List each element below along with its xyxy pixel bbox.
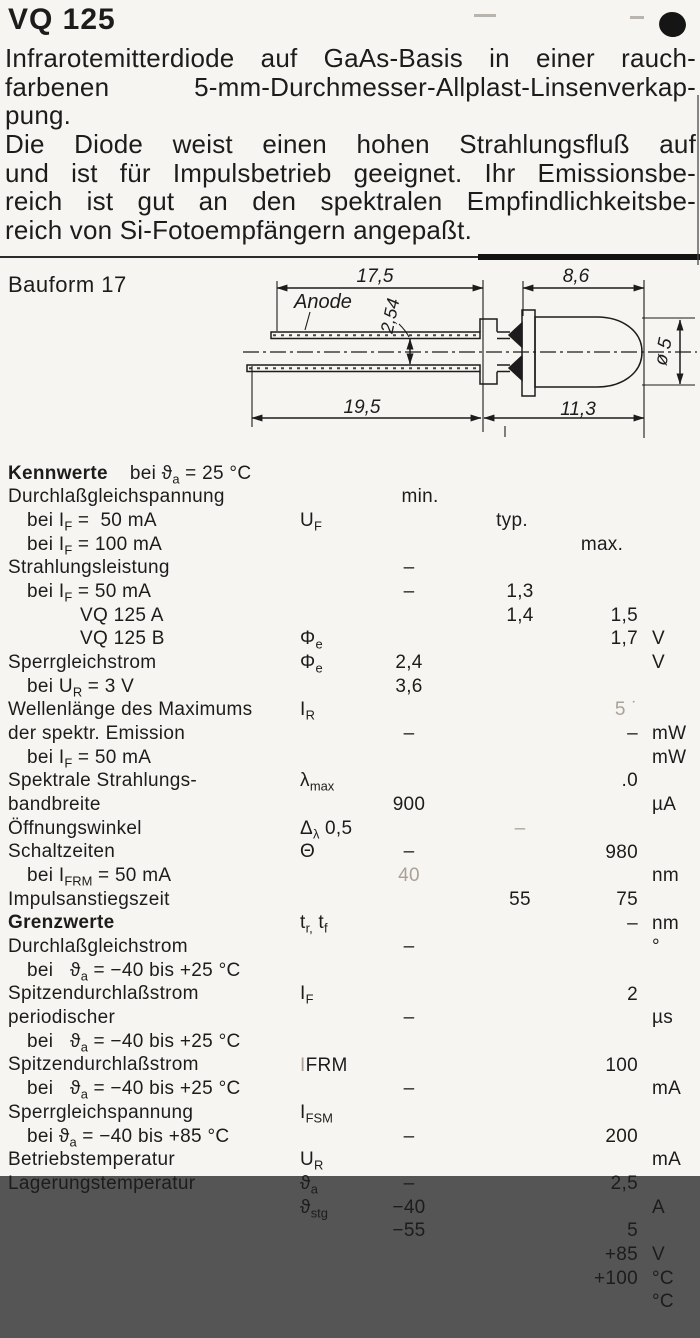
parameter-label: bei $ϑ_a = -40$ bis +25 °C [27, 959, 241, 984]
min-value: – [403, 723, 415, 745]
max-value: .0 [621, 770, 638, 792]
min-value: 40 [398, 865, 420, 887]
symbol: $\Phi_e$ [300, 628, 323, 652]
min-value: 3,6 [395, 675, 423, 697]
unit: µA [652, 794, 677, 816]
max-value: 75 [616, 888, 638, 910]
unit: nm [652, 912, 679, 934]
column-header-max: max. [580, 533, 624, 555]
unit: V [652, 1243, 665, 1265]
unit: ° [652, 936, 660, 958]
parameter-label: Wellenlänge des Maximums [8, 699, 253, 721]
section-divider [0, 256, 700, 258]
symbol: $ϑ_a$ [300, 1172, 318, 1197]
test-condition: bei $ϑ_a = 25$ °C [129, 462, 252, 486]
typ-value: 1,4 [506, 604, 534, 626]
unit: V [652, 652, 665, 674]
scan-smudge [474, 14, 496, 17]
min-value: – [403, 1172, 415, 1194]
package-outline-drawing [0, 260, 700, 440]
max-value: +85 [604, 1243, 638, 1265]
parameter-label: Durchlaßgleichstrom [8, 936, 188, 958]
min-value: – [403, 581, 415, 603]
max-value: 1,5 [610, 604, 638, 626]
parameter-label: Sperrgleichspannung [8, 1101, 194, 1123]
parameter-label: Grenzwerte [8, 912, 115, 934]
dim-8-6-label: 8,6 [562, 266, 590, 287]
unit: mA [652, 1149, 682, 1171]
unit: nm [652, 865, 679, 887]
description-line: Die Diode weist einen hohen Strahlungsfluß auf [5, 129, 696, 159]
kennwerte-heading: Kennwerte bei $ϑ_a = 25$ °C [8, 462, 252, 486]
description-line: reich ist gut an den spektralen Empfindlichkeitsbe- [5, 186, 696, 217]
table-row [0, 533, 700, 579]
min-value: −40 [392, 1196, 426, 1218]
parameter-label: Betriebstemperatur [8, 1149, 175, 1171]
symbol: Θ [300, 841, 316, 863]
parameter-label: bei $ϑ_a = -40$ bis +25 °C [27, 1078, 241, 1102]
dim-11-3-label: 11,3 [560, 399, 596, 420]
min-value: 2,4 [395, 652, 423, 674]
min-value: – [403, 557, 415, 579]
max-value: 2,5 [610, 1172, 638, 1194]
scan-smudge [630, 16, 644, 19]
min-value: – [403, 841, 415, 863]
column-header-min: min. [401, 486, 439, 508]
parameter-label: VQ 125 B [80, 628, 165, 650]
description-line: und ist für Impulsbetrieb geeignet. Ihr Emissionsbe- [5, 157, 696, 188]
unit: mA [652, 1078, 682, 1100]
description-paragraph-1 [5, 44, 696, 130]
parameter-label: bandbreite [8, 794, 101, 816]
unit: V [652, 628, 665, 650]
max-value: – [627, 723, 638, 745]
page-title: VQ 125 [8, 3, 116, 36]
max-value: 980 [605, 841, 638, 863]
parameter-label: Spitzendurchlaßstrom [8, 1054, 199, 1076]
bauform-label: Bauform 17 [8, 272, 127, 297]
description-line: Infrarotemitterdiode auf GaAs-Basis in einer rauch- [5, 43, 696, 73]
min-value: – [403, 1007, 415, 1029]
max-value: +100 [594, 1267, 638, 1289]
max-value: 5 ˙ [614, 699, 638, 721]
description-line: reich von Si-Fotoempfängern angepaßt. [5, 214, 472, 245]
parameter-label: Durchlaßgleichspannung [8, 486, 225, 508]
description-line: pung. [5, 100, 72, 131]
parameter-label: periodischer [8, 1007, 116, 1029]
dim-2-54-label: 2,54 [376, 296, 404, 335]
dim-dia-5-label: ø 5 [650, 336, 677, 368]
parameter-label: Schaltzeiten [8, 841, 116, 863]
parameter-label: Öffnungswinkel [8, 817, 142, 839]
unit: µs [652, 1007, 674, 1029]
symbol: IFRM [300, 1054, 348, 1076]
symbol: $U_R$ [300, 1149, 324, 1173]
description-paragraph-2 [5, 130, 696, 244]
unit: mW [652, 746, 687, 768]
symbol: $t_{r,}$ $t_f$ [300, 912, 328, 936]
parameter-label: Spektrale Strahlungs- [8, 770, 198, 792]
description-line: farbenen 5-mm-Durchmesser-Allplast-Linsenverkap- [5, 71, 696, 102]
scan-edge-artifact [697, 95, 699, 265]
table-row [0, 911, 700, 958]
min-value: −55 [392, 1220, 426, 1242]
parameter-label: Lagerungstemperatur [8, 1172, 196, 1194]
column-header-typ: typ. [496, 510, 528, 532]
punch-hole-icon [657, 9, 689, 39]
parameter-label: Impulsanstiegszeit [8, 888, 170, 910]
max-value: 2 [627, 983, 638, 1005]
unit: A [652, 1196, 665, 1218]
dim-19-5-label: 19,5 [343, 397, 381, 418]
symbol: $I_F$ [300, 983, 314, 1007]
parameter-label: bei $I_{FRM} = 50$ mA [27, 865, 172, 889]
max-value: 100 [605, 1054, 638, 1076]
parameter-label: bei $I_F = 50$ mA [27, 746, 152, 770]
symbol: $I_{FSM}$ [300, 1101, 333, 1126]
min-value: – [403, 1078, 415, 1100]
parameter-label: der spektr. Emission [8, 723, 186, 745]
symbol: $\Phi_e$ [300, 652, 323, 676]
parameter-label: bei $I_F = 50$ mA [27, 510, 157, 534]
characteristics-table [0, 438, 700, 1313]
parameter-label: Strahlungsleistung [8, 557, 170, 579]
max-value: – [627, 912, 638, 934]
parameter-label: bei $ϑ_a = -40$ bis +85 °C [27, 1125, 230, 1149]
max-value: 1,7 [610, 628, 638, 650]
parameter-label: Sperrgleichstrom [8, 652, 157, 674]
min-value: – [403, 1125, 415, 1147]
min-value: 900 [392, 794, 426, 816]
anode-label: Anode [294, 291, 352, 313]
typ-value: 55 [509, 888, 531, 910]
symbol: $\lambda_{max}$ [300, 770, 335, 794]
parameter-label: Spitzendurchlaßstrom [8, 983, 199, 1005]
parameter-label: bei $I_F = 100$ mA [27, 533, 163, 557]
unit: mW [652, 723, 687, 745]
min-value: – [403, 936, 415, 958]
unit: °C [652, 1291, 674, 1313]
max-value: 5 [627, 1220, 638, 1242]
typ-value: 1,3 [506, 581, 534, 603]
symbol: $\Delta_\lambda$ 0,5 [300, 817, 353, 842]
parameter-label: bei $I_F = 50$ mA [27, 581, 152, 605]
led-flange [522, 310, 535, 396]
unit: °C [652, 1267, 674, 1289]
dim-17-5-label: 17,5 [356, 266, 394, 287]
parameter-label: bei $ϑ_a = -40$ bis +25 °C [27, 1030, 241, 1055]
parameter-label: bei $U_R = 3$ V [27, 675, 135, 699]
anode-lead [271, 332, 480, 339]
typ-value: – [514, 817, 526, 839]
parameter-label: VQ 125 A [80, 604, 164, 626]
symbol: $U_F$ [300, 510, 322, 534]
symbol: $ϑ_{stg}$ [300, 1196, 328, 1220]
max-value: 200 [605, 1125, 638, 1147]
symbol: $I_R$ [300, 699, 315, 723]
